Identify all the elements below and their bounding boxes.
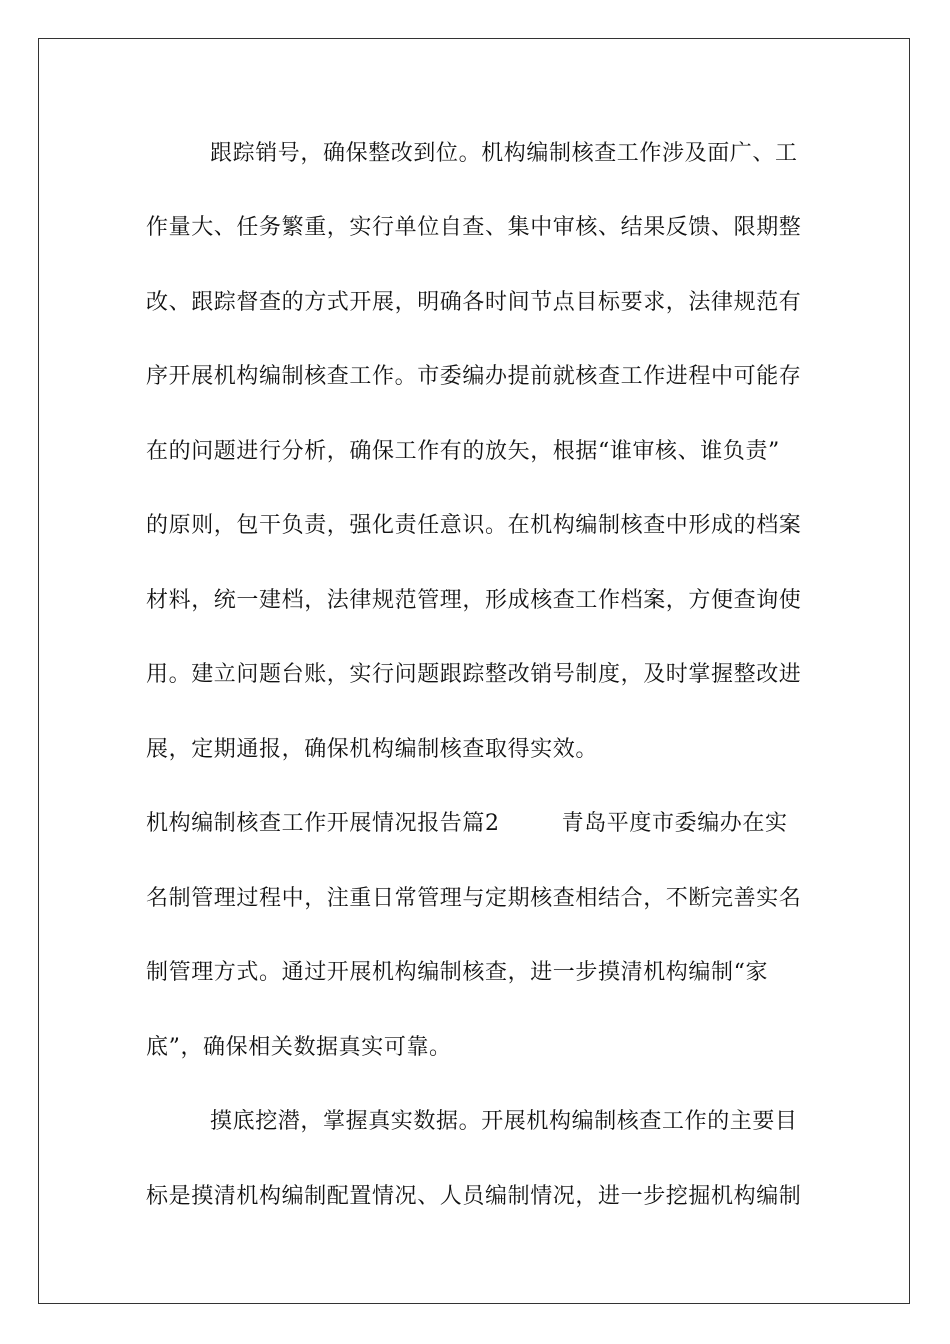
paragraph-line: 跟踪销号，确保整改到位。机构编制核查工作涉及面广、工	[210, 141, 798, 166]
paragraph-line: 名制管理过程中，注重日常管理与定期核查相结合，不断完善实名	[146, 886, 802, 911]
paragraph-line: 作量大、任务繁重，实行单位自查、集中审核、结果反馈、限期整	[146, 215, 802, 240]
paragraph-line: 用。建立问题台账，实行问题跟踪整改销号制度，及时掌握整改进	[146, 662, 802, 687]
paragraph-line: 摸底挖潜，掌握真实数据。开展机构编制核查工作的主要目	[210, 1109, 798, 1134]
paragraph-line: 序开展机构编制核查工作。市委编办提前就核查工作进程中可能存	[146, 364, 802, 389]
section-heading-continuation: 青岛平度市委编办在实	[561, 811, 788, 836]
paragraph-line: 改、跟踪督查的方式开展，明确各时间节点目标要求，法律规范有	[146, 290, 802, 315]
section-heading-title: 机构编制核查工作开展情况报告篇2	[146, 811, 500, 836]
paragraph-line: 底”，确保相关数据真实可靠。	[146, 1035, 452, 1060]
paragraph-line: 的原则，包干负责，强化责任意识。在机构编制核查中形成的档案	[146, 513, 802, 538]
paragraph-line: 展，定期通报，确保机构编制核查取得实效。	[146, 737, 599, 762]
paragraph-line: 制管理方式。通过开展机构编制核查，进一步摸清机构编制“家	[146, 960, 769, 985]
paragraph-line: 在的问题进行分析，确保工作有的放矢，根据“谁审核、谁负责”	[146, 439, 780, 464]
section-heading-line	[146, 811, 788, 837]
paragraph-line: 材料，统一建档，法律规范管理，形成核查工作档案，方便查询使	[146, 588, 802, 613]
paragraph-line: 标是摸清机构编制配置情况、人员编制情况，进一步挖掘机构编制	[146, 1184, 802, 1209]
